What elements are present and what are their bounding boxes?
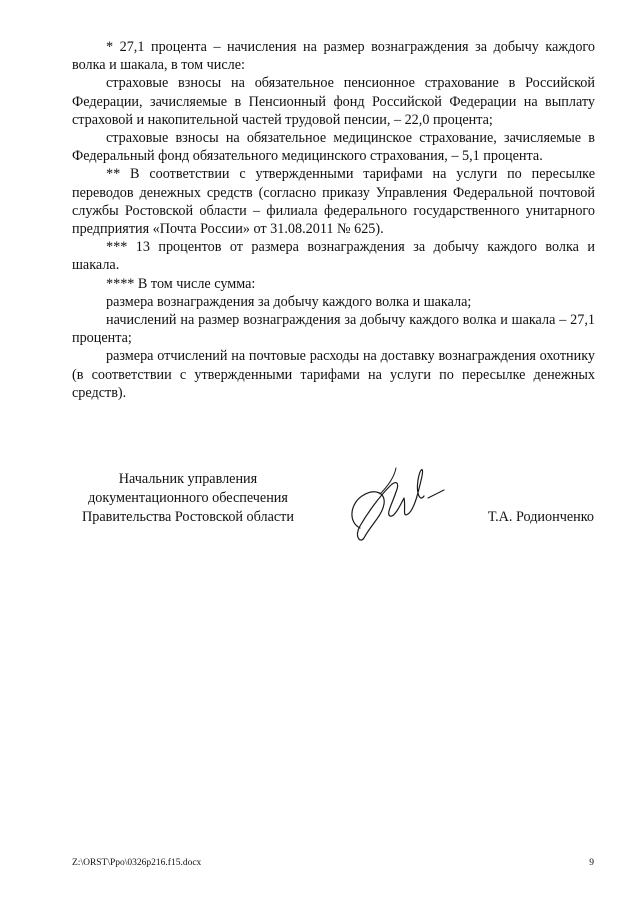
footnote-paragraph-2: страховые взносы на обязательное пенсионное страхование в Российской Федерации, зачисляемые в Пенсионный фонд Российской Федерации на выплату страховой и накопительной частей трудовой пенсии, – 22,0 процента; bbox=[72, 75, 595, 128]
footnote-paragraph-6: **** В том числе сумма: bbox=[106, 275, 256, 292]
footer-page-number: 9 bbox=[589, 858, 594, 868]
signatory-title-line-2: документационного обеспечения bbox=[88, 489, 288, 506]
footnote-paragraph-3: страховые взносы на обязательное медицинское страхование, зачисляемые в Федеральный фонд обязательного медицинского страхования, – 5,1 процента. bbox=[72, 130, 595, 165]
footnote-paragraph-1: * 27,1 процента – начисления на размер вознаграждения за добычу каждого волка и шакала, в том числе: bbox=[72, 39, 595, 74]
footer-file-path: Z:\ORST\Ppo\0326p216.f15.docx bbox=[72, 858, 202, 868]
footnote-paragraph-7: размера вознаграждения за добычу каждого волка и шакала; bbox=[106, 293, 472, 310]
signatory-title-line-3: Правительства Ростовской области bbox=[82, 508, 294, 525]
footnote-paragraph-9: размера отчислений на почтовые расходы на доставку вознаграждения охотнику (в соответствии с утвержденными тарифами на услуги по пересылке денежных средств). bbox=[72, 348, 595, 401]
signatory-name: Т.А. Родионченко bbox=[487, 509, 594, 525]
footnote-paragraph-5: *** 13 процентов от размера вознаграждения за добычу каждого волка и шакала. bbox=[72, 239, 595, 274]
signatory-title-line-1: Начальник управления bbox=[118, 471, 258, 487]
document-body bbox=[72, 38, 595, 402]
footnote-paragraph-8: начислений на размер вознаграждения за добычу каждого волка и шакала – 27,1 процента; bbox=[72, 312, 595, 347]
signatory-title bbox=[68, 470, 308, 526]
footnote-paragraph-4: ** В соответствии с утвержденными тарифами на услуги по пересылке переводов денежных средств (согласно приказу Управления Федеральной почтовой службы Ростовской области – филиала федерального государственного унитарного предприятия «Почта России» от 31.08.2011 № 625). bbox=[72, 166, 595, 238]
handwritten-signature bbox=[340, 456, 460, 546]
